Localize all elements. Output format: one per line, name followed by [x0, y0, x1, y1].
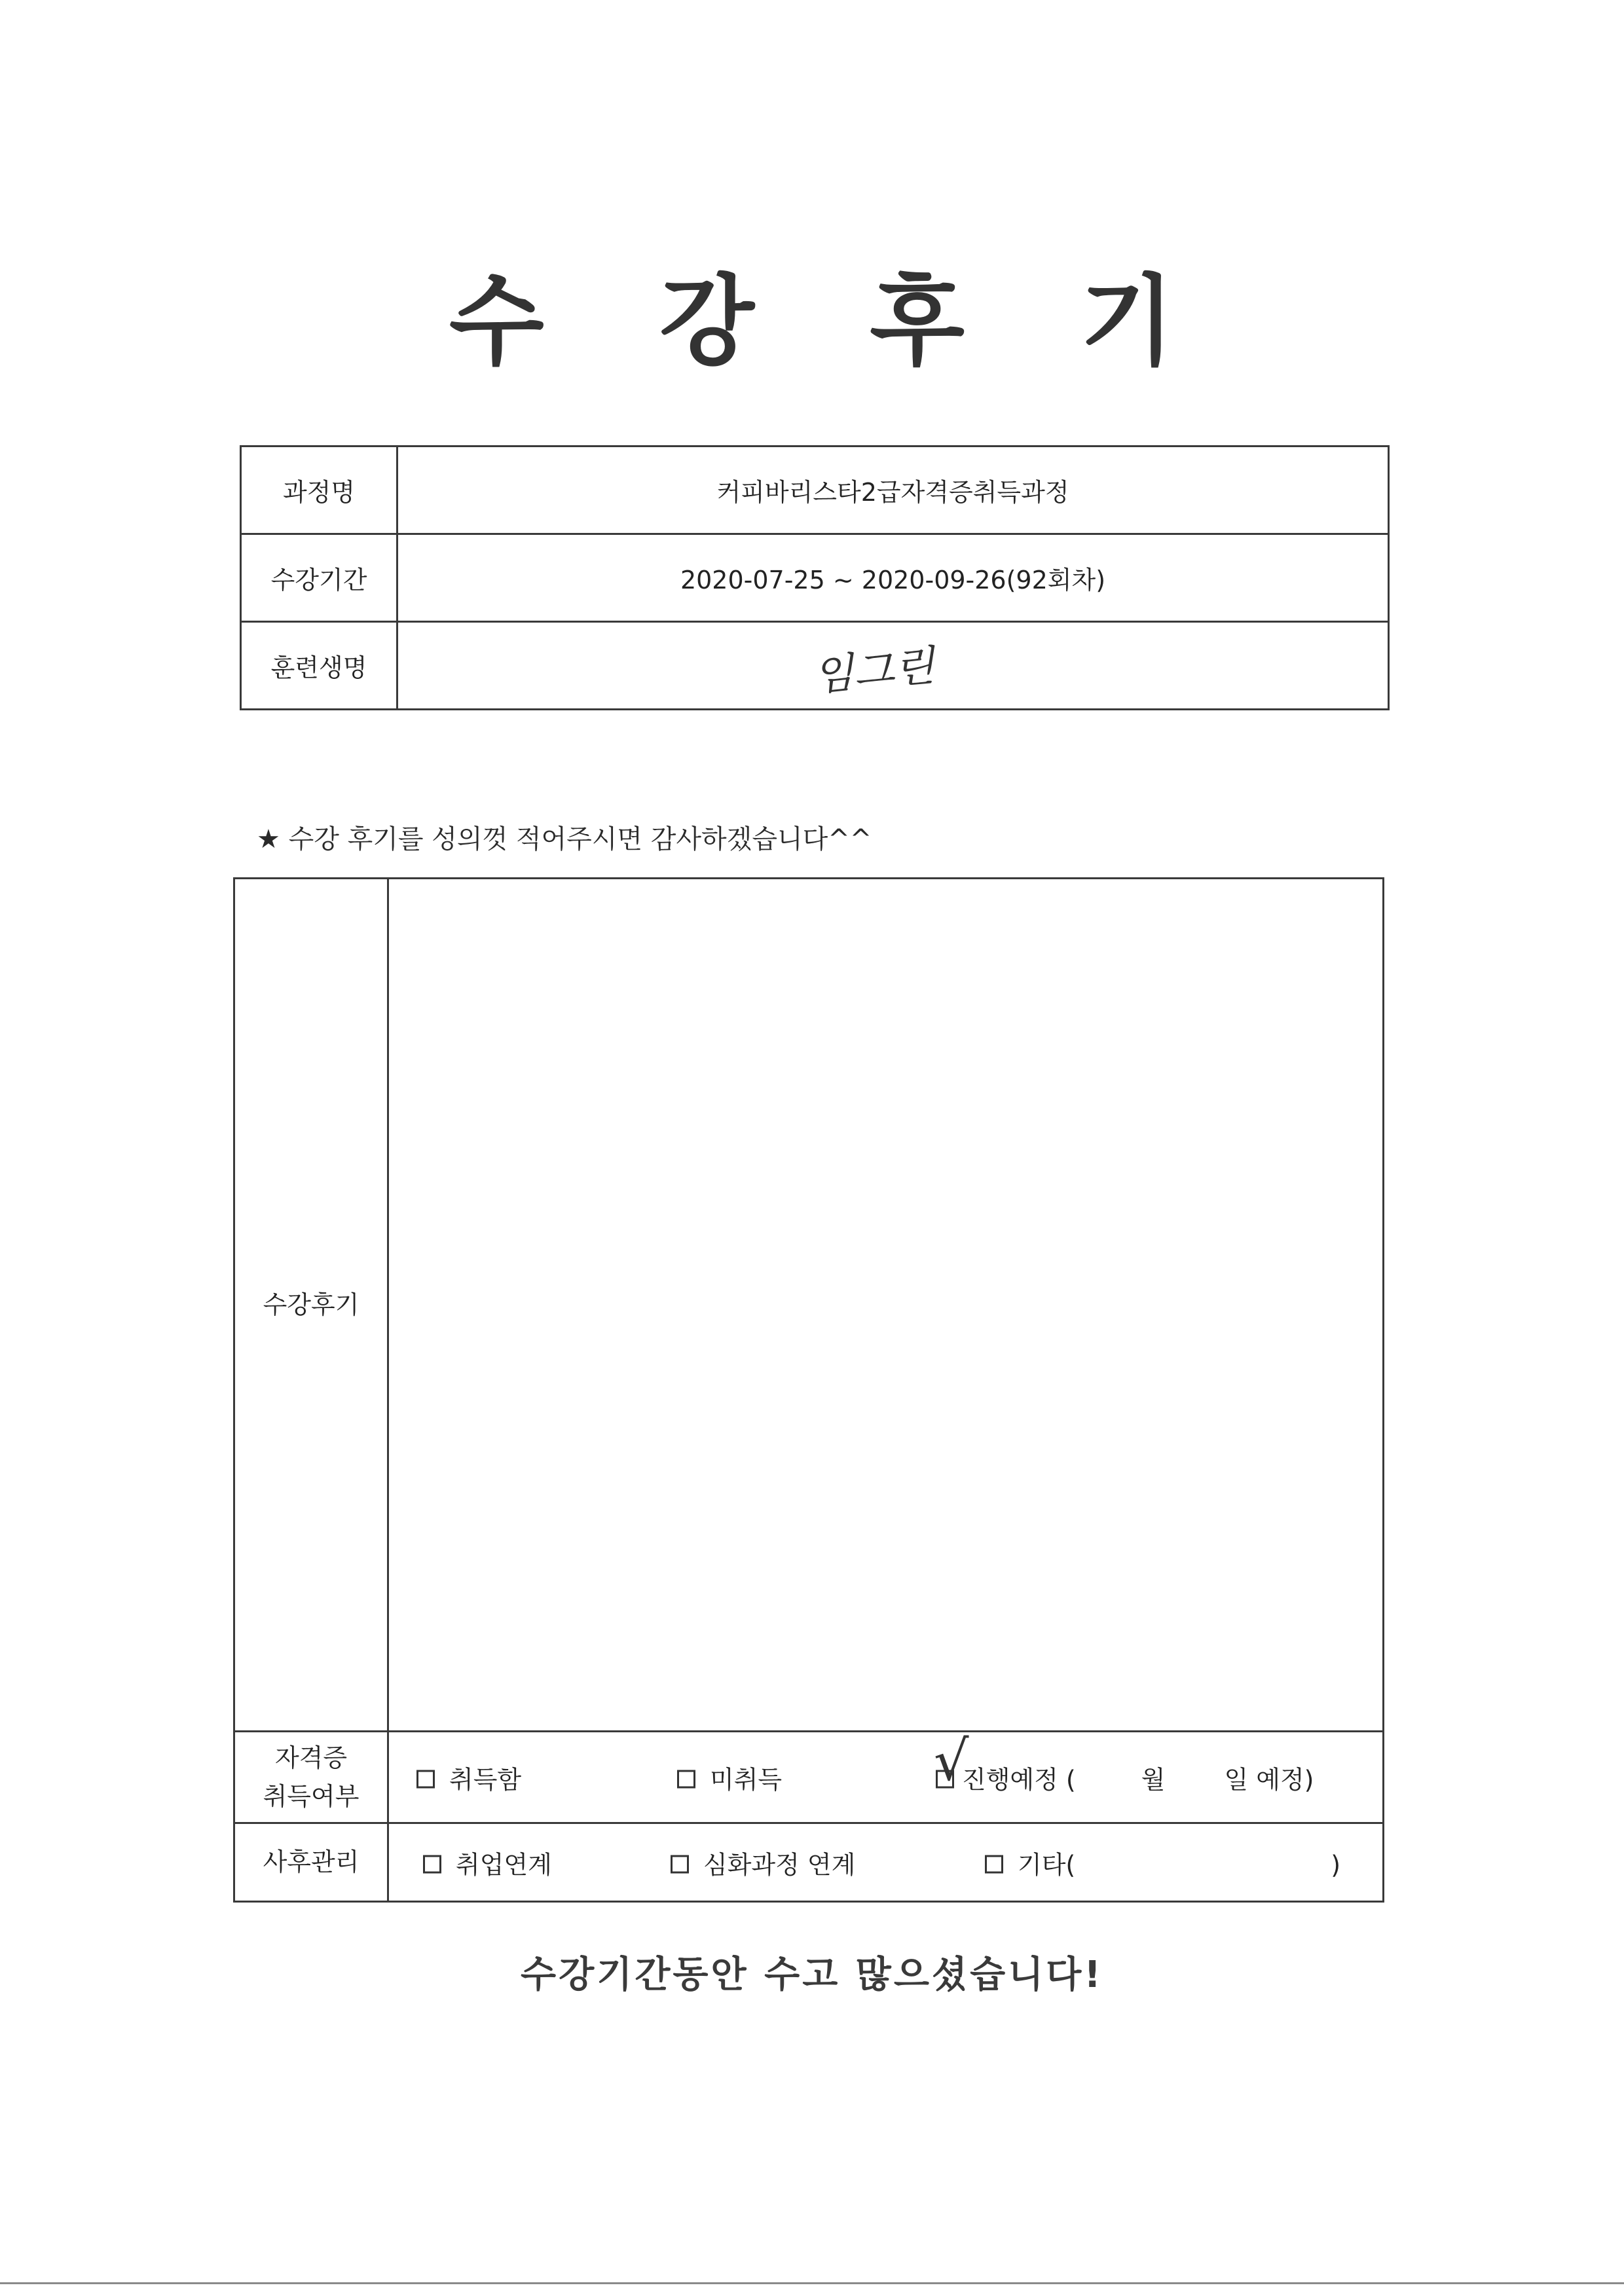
closing-message: 수강기간동안 수고 많으셨습니다! — [521, 1954, 1103, 1996]
cert-day-planned-label: 일 예정) — [1224, 1765, 1314, 1794]
cert-option-planned[interactable] — [934, 1728, 1314, 1795]
cert-option-not-acquired[interactable] — [677, 1759, 782, 1795]
cert-row — [234, 1732, 1384, 1823]
aftercare-option-employment[interactable] — [423, 1844, 552, 1880]
aftercare-options-cell — [388, 1823, 1384, 1902]
review-text-area[interactable] — [388, 879, 1384, 1732]
cert-label-line1: 자격증 — [274, 1743, 348, 1772]
period-value: 2020-07-25 ~ 2020-09-26(92회차) — [397, 534, 1389, 622]
cert-month-label: 월 — [1141, 1765, 1166, 1794]
trainee-row — [241, 622, 1389, 710]
period-row — [241, 534, 1389, 622]
instruction-note: ★ 수강 후기를 성의껏 적어주시면 감사하겠습니다^^ — [257, 824, 872, 854]
aftercare-row — [234, 1823, 1384, 1902]
period-label: 수강기간 — [241, 534, 397, 622]
checkbox-employment[interactable] — [423, 1855, 441, 1874]
checkbox-planned[interactable] — [934, 1728, 969, 1793]
trainee-label: 훈련생명 — [241, 622, 397, 710]
scan-bottom-edge — [0, 2282, 1624, 2284]
cert-option-acquired-label: 취득함 — [449, 1765, 522, 1794]
aftercare-option-other[interactable] — [985, 1844, 1340, 1880]
review-table — [233, 877, 1384, 1903]
review-label: 수강후기 — [234, 879, 388, 1732]
trainee-name-handwritten: 임그린 — [811, 642, 936, 701]
checkbox-advanced[interactable] — [671, 1855, 689, 1874]
cert-option-planned-label: 진행예정 ( — [962, 1765, 1076, 1794]
check-mark-icon: √ — [934, 1728, 969, 1793]
checkbox-not-acquired[interactable] — [677, 1770, 695, 1789]
course-info-table — [240, 445, 1390, 710]
aftercare-label: 사후관리 — [234, 1823, 388, 1902]
course-label: 과정명 — [241, 446, 397, 534]
cert-options-cell — [388, 1728, 1384, 1823]
course-row — [241, 446, 1389, 534]
cert-label-line2: 취득여부 — [263, 1781, 360, 1811]
cert-label — [234, 1732, 388, 1823]
aftercare-option-other-label: 기타( — [1018, 1850, 1076, 1879]
trainee-cell — [397, 622, 1389, 710]
aftercare-option-advanced-label: 심화과정 연계 — [703, 1850, 856, 1879]
checkbox-acquired[interactable] — [416, 1770, 435, 1789]
review-row — [234, 879, 1384, 1732]
cert-option-acquired[interactable] — [416, 1759, 521, 1795]
course-value: 커피바리스타2급자격증취득과정 — [397, 446, 1389, 534]
aftercare-option-advanced[interactable] — [671, 1844, 855, 1880]
aftercare-other-close: ) — [1331, 1850, 1341, 1879]
checkbox-other[interactable] — [985, 1855, 1003, 1874]
page-title: 수 강 후 기 — [449, 265, 1216, 379]
aftercare-option-employment-label: 취업연계 — [456, 1850, 552, 1879]
cert-option-not-acquired-label: 미취득 — [710, 1765, 783, 1794]
